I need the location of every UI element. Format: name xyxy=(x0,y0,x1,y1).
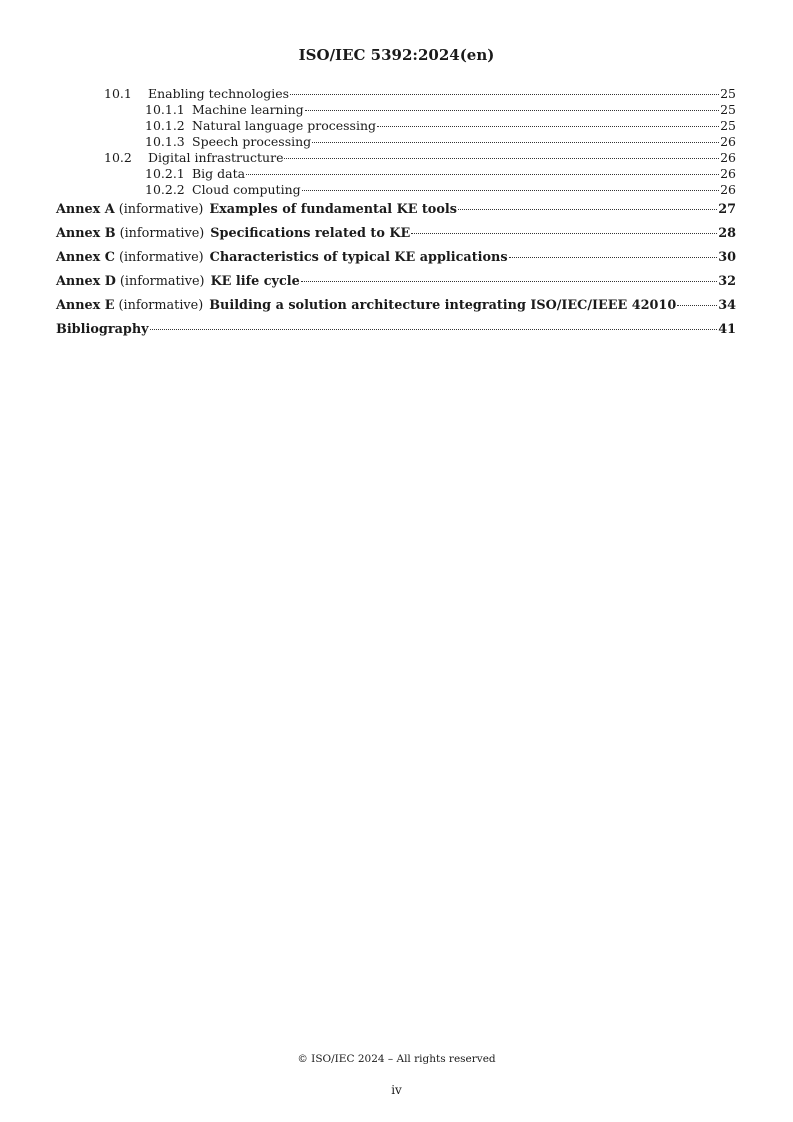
document-header: ISO/IEC 5392:2024(en) xyxy=(298,46,495,64)
toc-entry-number: 10.1.1 xyxy=(145,102,185,117)
bibliography-title: Bibliography xyxy=(56,322,149,337)
annex-page: 28 xyxy=(718,226,736,241)
annex-label: Annex C xyxy=(56,250,115,265)
toc-entry-page: 26 xyxy=(720,166,736,181)
toc-entry-10-1-1[interactable] xyxy=(56,102,736,118)
toc-entry-title: Cloud computing xyxy=(192,182,301,197)
dot-leader xyxy=(246,174,719,175)
annex-page: 30 xyxy=(718,250,736,265)
dot-leader xyxy=(458,209,717,210)
table-of-contents xyxy=(56,86,736,342)
toc-entry-number: 10.1.3 xyxy=(145,134,185,149)
annex-label: Annex D xyxy=(56,274,116,289)
dot-leader xyxy=(305,110,719,111)
annex-label: Annex A xyxy=(56,202,115,217)
annex-title: Characteristics of typical KE applications xyxy=(209,250,508,265)
annex-note: (informative) xyxy=(119,226,205,241)
annex-note: (informative) xyxy=(118,250,204,265)
dot-leader xyxy=(411,233,717,234)
annex-page: 32 xyxy=(718,274,736,289)
toc-annex-b[interactable] xyxy=(56,222,736,246)
annex-title: KE life cycle xyxy=(210,274,300,289)
toc-entry-title: Speech processing xyxy=(192,134,312,149)
dot-leader xyxy=(377,126,719,127)
dot-leader xyxy=(677,305,717,306)
dot-leader xyxy=(150,329,718,330)
toc-entry-title: Digital infrastructure xyxy=(148,150,284,165)
annex-note: (informative) xyxy=(118,298,204,313)
annex-label: Annex B xyxy=(56,226,116,241)
toc-entry-page: 26 xyxy=(720,182,736,197)
toc-entry-title: Natural language processing xyxy=(192,118,377,133)
dot-leader xyxy=(509,257,718,258)
toc-entry-number: 10.2.2 xyxy=(145,182,185,197)
dot-leader xyxy=(290,94,719,95)
toc-entry-number: 10.2.1 xyxy=(145,166,185,181)
toc-annex-e[interactable] xyxy=(56,294,736,318)
bibliography-page: 41 xyxy=(718,322,736,337)
toc-annex-d[interactable] xyxy=(56,270,736,294)
annex-note: (informative) xyxy=(118,202,204,217)
annex-label: Annex E xyxy=(56,298,115,313)
annex-note: (informative) xyxy=(119,274,205,289)
toc-entry-title: Machine learning xyxy=(192,102,304,117)
dot-leader xyxy=(301,281,717,282)
toc-bibliography[interactable] xyxy=(56,318,736,342)
annex-page: 34 xyxy=(718,298,736,313)
toc-entry-number: 10.2 xyxy=(104,150,132,165)
page-number: iv xyxy=(391,1083,402,1097)
toc-entry-title: Big data xyxy=(192,166,246,181)
toc-entry-10-2[interactable] xyxy=(56,150,736,166)
dot-leader xyxy=(302,190,719,191)
toc-entry-page: 25 xyxy=(720,118,736,133)
toc-entry-page: 26 xyxy=(720,150,736,165)
toc-entry-title: Enabling technologies xyxy=(148,86,290,101)
toc-entry-10-1[interactable] xyxy=(56,86,736,102)
annex-page: 27 xyxy=(718,202,736,217)
toc-entry-10-2-1[interactable] xyxy=(56,166,736,182)
annex-title: Specifications related to KE xyxy=(210,226,411,241)
dot-leader xyxy=(284,158,719,159)
toc-entry-page: 25 xyxy=(720,86,736,101)
toc-entry-number: 10.1.2 xyxy=(145,118,185,133)
toc-annex-c[interactable] xyxy=(56,246,736,270)
copyright-notice: © ISO/IEC 2024 – All rights reserved xyxy=(297,1053,496,1065)
dot-leader xyxy=(312,142,719,143)
toc-entry-page: 26 xyxy=(720,134,736,149)
toc-annex-a[interactable] xyxy=(56,198,736,222)
toc-entry-page: 25 xyxy=(720,102,736,117)
toc-entry-number: 10.1 xyxy=(104,86,132,101)
annex-title: Examples of fundamental KE tools xyxy=(209,202,457,217)
toc-entry-10-1-3[interactable] xyxy=(56,134,736,150)
annex-title: Building a solution architecture integrating ISO/IEC/IEEE 42010 xyxy=(209,298,677,313)
toc-entry-10-2-2[interactable] xyxy=(56,182,736,198)
toc-entry-10-1-2[interactable] xyxy=(56,118,736,134)
